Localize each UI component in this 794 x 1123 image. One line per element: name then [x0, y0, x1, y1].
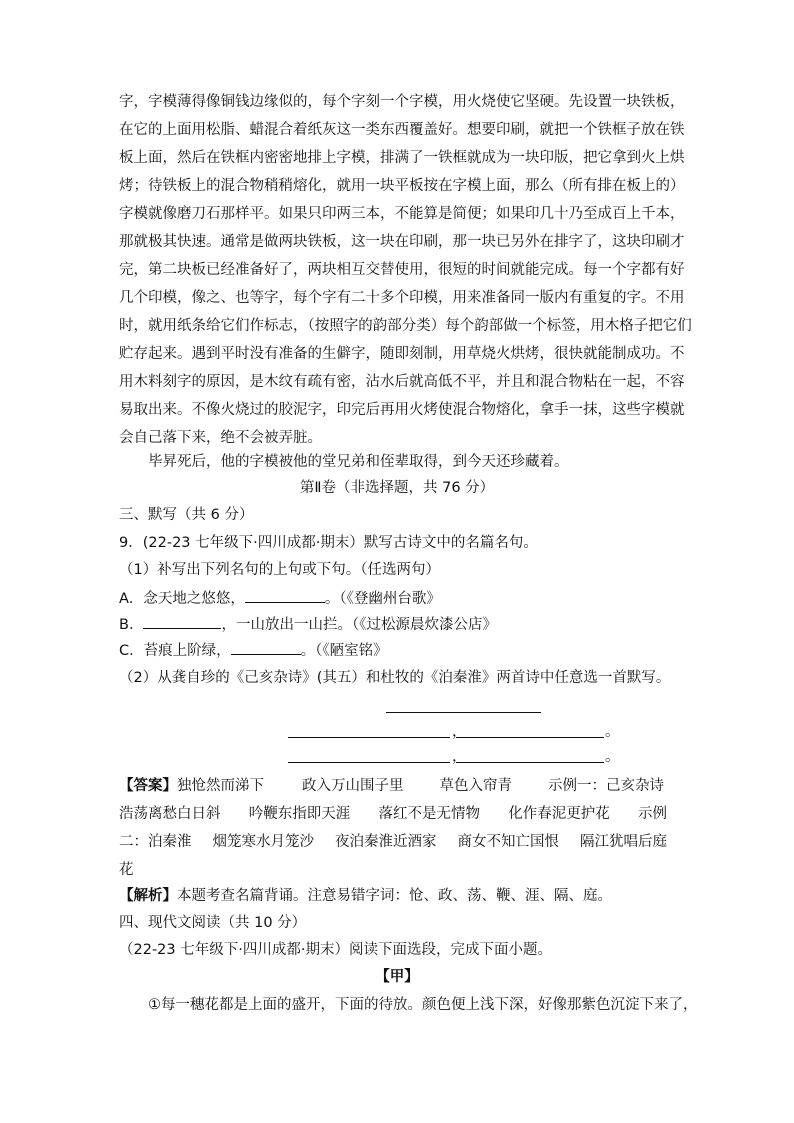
- analysis-label: 【解析】: [119, 888, 177, 904]
- fill-blank[interactable]: [245, 588, 325, 603]
- poem-comma: ，: [452, 749, 467, 765]
- answer-item: 政入万山围子里: [302, 778, 404, 794]
- fill-item-a: [119, 588, 441, 609]
- passage-label-jia: 【甲】: [375, 969, 419, 985]
- poem-period: 。: [605, 749, 620, 765]
- poem-writing-line[interactable]: [288, 737, 450, 738]
- fill-item-c: [119, 640, 388, 661]
- fill-blank[interactable]: [231, 640, 301, 655]
- poem-period: 。: [605, 724, 620, 740]
- analysis-text: 本题考查名篇背诵。注意易错字词：怆、政、荡、鞭、涯、隔、庭。: [177, 888, 612, 904]
- section4-heading: 四、现代文阅读（共 10 分）: [119, 915, 307, 931]
- poem-comma: ，: [452, 724, 467, 740]
- answer-item: 烟笼寒水月笼沙: [212, 834, 314, 850]
- section4-intro: （22-23 七年级下·四川成都·期末）阅读下面选段，完成下面小题。: [119, 942, 552, 958]
- passage-paragraph-1: ①每一穗花都是上面的盛开，下面的待放。颜色便上浅下深，好像那紫色沉淀下来了，: [148, 997, 698, 1013]
- volume-title: 第Ⅱ卷（非选择题，共 76 分）: [299, 480, 495, 496]
- poem-title-line[interactable]: [386, 712, 541, 713]
- poem-writing-line[interactable]: [456, 762, 604, 763]
- article-line: 易取出来。不像火烧过的胶泥字，印完后再用火烤使混合物熔化，拿手一抹，这些字模就: [119, 402, 685, 418]
- fill-item-a-suffix: 。（《登幽州台歌》: [324, 591, 441, 607]
- fill-item-b-suffix: ，一山放出一山拦。（《过松源晨炊漆公店》: [221, 617, 497, 633]
- answer-item: 示例一：己亥杂诗: [548, 778, 664, 794]
- article-line: 在它的上面用松脂、蜡混合着纸灰这一类东西覆盖好。想要印刷，就把一个铁框子放在铁: [119, 122, 685, 138]
- answer-item: 示例: [638, 806, 667, 822]
- answer-item: 隔江犹唱后庭: [580, 834, 667, 850]
- section3-heading: 三、默写（共 6 分）: [119, 507, 254, 523]
- question9-stem: 9．(22-23 七年级下·四川成都·期末）默写古诗文中的名篇名句。: [119, 535, 538, 551]
- article-line: 那就极其快速。通常是做两块铁板，这一块在印刷，那一块已另外在排字了，这块印刷才: [119, 234, 685, 250]
- article-line: 字模就像磨刀石那样平。如果只印两三本，不能算是简便；如果印几十乃至成百上千本，: [119, 206, 685, 222]
- question9-part2: （2）从龚自珍的《己亥杂诗》(其五）和杜牧的《泊秦淮》两首诗中任意选一首默写。: [119, 670, 671, 686]
- fill-item-a-prefix: A．念天地之悠悠，: [119, 591, 245, 607]
- answer-label: 【答案】: [119, 778, 177, 794]
- analysis: [119, 886, 612, 906]
- fill-blank[interactable]: [143, 614, 221, 629]
- article-line: 烤；待铁板上的混合物稍稍熔化，就用一块平板按在字模上面，那么（所有排在板上的）: [119, 178, 685, 194]
- answer-item: 商女不知亡国恨: [457, 834, 559, 850]
- article-closing: 毕昇死后，他的字模被他的堂兄弟和侄辈取得，到今天还珍藏着。: [148, 454, 569, 470]
- fill-item-b-prefix: B．: [119, 617, 144, 633]
- article-line: 会自己落下来，绝不会被弄脏。: [119, 430, 322, 446]
- fill-item-b: [119, 614, 497, 635]
- article-line: 时，就用纸条给它们作标志，（按照字的韵部分类）每个韵部做一个标签，用木格子把它们: [119, 318, 692, 334]
- article-line: 贮存起来。遇到平时没有准备的生僻字，随即刻制，用草烧火烘烤，很快就能制成功。不: [119, 346, 685, 362]
- article-line: 完，第二块板已经准备好了，两块相互交替使用，很短的时间就能完成。每一个字都有好: [119, 262, 685, 278]
- question9-part1: （1）补写出下列名句的上句或下句。（任选两句）: [119, 562, 440, 578]
- answer-item: 二：泊秦淮: [119, 834, 192, 850]
- fill-item-c-prefix: C．苔痕上阶绿，: [119, 643, 231, 659]
- article-line: 用木料刻字的原因，是木纹有疏有密，沾水后就高低不平，并且和混合物粘在一起，不容: [119, 374, 685, 390]
- article-line: 字，字模薄得像铜钱边缘似的，每个字刻一个字模，用火烧使它坚硬。先设置一块铁板，: [119, 94, 685, 110]
- poem-writing-line[interactable]: [288, 762, 450, 763]
- answer-item: 浩荡离愁白日斜: [119, 806, 221, 822]
- answer-item: 吟鞭东指即天涯: [248, 806, 351, 822]
- article-line: 几个印模，像之、也等字，每个字有二十多个印模，用来准备同一版内有重复的字。不用: [119, 290, 685, 306]
- poem-writing-line[interactable]: [456, 737, 604, 738]
- answer-item: 落红不是无情物: [378, 806, 480, 822]
- article-line: 板上面，然后在铁框内密密地排上字模，排满了一铁框就成为一块印版，把它拿到火上烘: [119, 150, 685, 166]
- answer-item: 草色入帘青: [439, 778, 512, 794]
- answer-item: 独怆然而涕下: [177, 778, 264, 794]
- answer-line-3: [119, 832, 667, 852]
- answer-line-2: [119, 804, 667, 824]
- answer-line-1: [119, 776, 674, 796]
- answer-item: 夜泊秦淮近酒家: [335, 834, 437, 850]
- answer-line-4: 花: [119, 862, 134, 878]
- answer-item: 化作春泥更护花: [508, 806, 610, 822]
- fill-item-c-suffix: 。（《陋室铭》: [300, 643, 388, 659]
